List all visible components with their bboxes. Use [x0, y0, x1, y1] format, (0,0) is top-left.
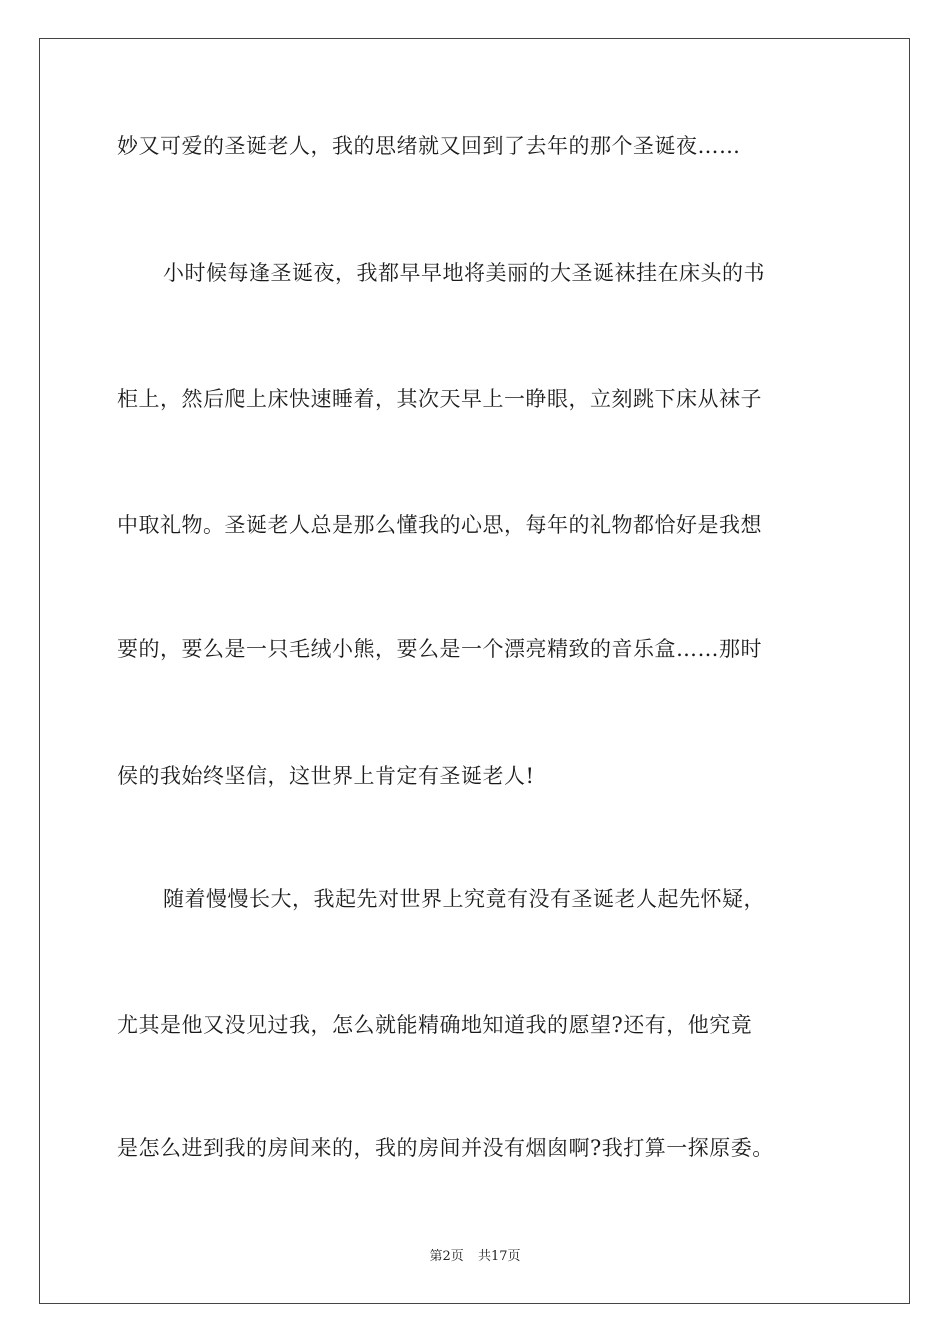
text-line-4: 中取礼物。圣诞老人总是那么懂我的心思，每年的礼物都恰好是我想 [117, 513, 762, 537]
text-line-2: 小时候每逢圣诞夜，我都早早地将美丽的大圣诞袜挂在床头的书 [163, 261, 765, 285]
page-footer [0, 1245, 950, 1264]
text-line-9: 是怎么进到我的房间来的，我的房间并没有烟囱啊?我打算一探原委。 [117, 1136, 774, 1160]
page-number-current: 第2页 [429, 1249, 464, 1264]
page-border [39, 38, 910, 1304]
text-line-3: 柜上，然后爬上床快速睡着，其次天早上一睁眼，立刻跳下床从袜子 [117, 387, 762, 411]
page-number-total: 共17页 [477, 1249, 521, 1264]
text-line-7: 随着慢慢长大，我起先对世界上究竟有没有圣诞老人起先怀疑， [163, 887, 765, 911]
text-line-8: 尤其是他又没见过我，怎么就能精确地知道我的愿望?还有，他究竟 [117, 1013, 753, 1037]
text-line-5: 要的，要么是一只毛绒小熊，要么是一个漂亮精致的音乐盒……那时 [117, 637, 762, 661]
text-line-6: 侯的我始终坚信，这世界上肯定有圣诞老人! [117, 764, 535, 788]
text-line-1: 妙又可爱的圣诞老人，我的思绪就又回到了去年的那个圣诞夜…… [117, 134, 741, 158]
